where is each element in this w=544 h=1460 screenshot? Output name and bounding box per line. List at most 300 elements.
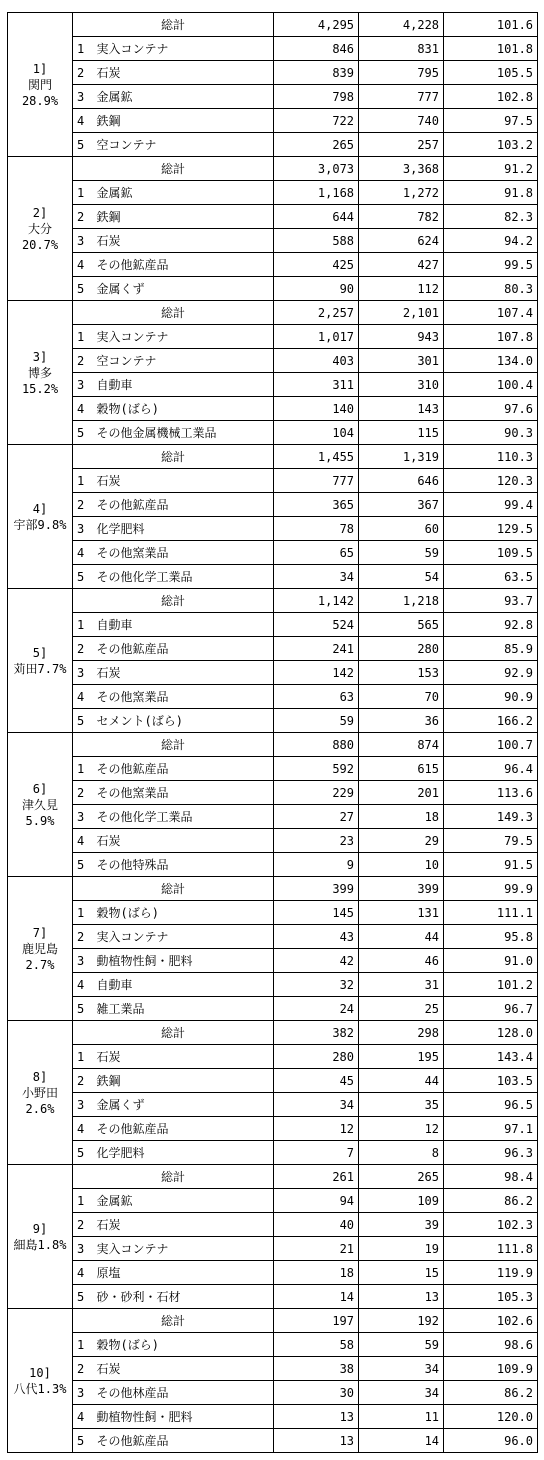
- item-ratio: 95.8: [444, 925, 538, 949]
- item-ratio: 103.2: [444, 133, 538, 157]
- port-label-label-line3: 2.7%: [25, 957, 55, 972]
- item-name: その他鉱産品: [93, 637, 274, 661]
- item-rank: 4: [73, 109, 93, 133]
- item-ratio: 91.8: [444, 181, 538, 205]
- item-name: 実入コンテナ: [93, 1237, 274, 1261]
- item-ratio: 90.3: [444, 421, 538, 445]
- item-ratio: 103.5: [444, 1069, 538, 1093]
- item-ratio: 111.1: [444, 901, 538, 925]
- total-value-1: 399: [274, 877, 359, 901]
- table-row: [8, 133, 538, 157]
- item-value-1: 42: [274, 949, 359, 973]
- port-label-label-line1: 8]: [32, 1069, 48, 1084]
- table-row: [8, 541, 538, 565]
- item-value-2: 777: [359, 85, 444, 109]
- item-rank: 3: [73, 1381, 93, 1405]
- table-row: [8, 325, 538, 349]
- item-value-2: 115: [359, 421, 444, 445]
- item-value-1: 777: [274, 469, 359, 493]
- item-value-1: 23: [274, 829, 359, 853]
- item-rank: 2: [73, 637, 93, 661]
- item-name: 化学肥料: [93, 1141, 274, 1165]
- item-ratio: 99.5: [444, 253, 538, 277]
- total-label: 総計: [73, 589, 274, 613]
- table-row: [8, 1045, 538, 1069]
- table-row: [8, 829, 538, 853]
- item-rank: 2: [73, 205, 93, 229]
- item-ratio: 111.8: [444, 1237, 538, 1261]
- item-name: 空コンテナ: [93, 349, 274, 373]
- port-total-row: [8, 589, 538, 613]
- port-label-cell: [8, 589, 73, 733]
- item-value-1: 798: [274, 85, 359, 109]
- item-value-1: 78: [274, 517, 359, 541]
- total-label: 総計: [73, 877, 274, 901]
- total-label: 総計: [73, 733, 274, 757]
- item-rank: 2: [73, 1069, 93, 1093]
- total-value-2: 874: [359, 733, 444, 757]
- item-value-1: 142: [274, 661, 359, 685]
- table-row: [8, 1189, 538, 1213]
- item-value-1: 588: [274, 229, 359, 253]
- item-value-1: 63: [274, 685, 359, 709]
- item-rank: 1: [73, 181, 93, 205]
- item-value-1: 280: [274, 1045, 359, 1069]
- item-value-1: 839: [274, 61, 359, 85]
- port-label-label-line1: 3]: [32, 349, 48, 364]
- port-label-label-line2: 細島1.8%: [13, 1237, 67, 1252]
- item-ratio: 63.5: [444, 565, 538, 589]
- item-value-1: 24: [274, 997, 359, 1021]
- item-name: 金属鉱: [93, 85, 274, 109]
- port-label-cell: [8, 733, 73, 877]
- table-row: [8, 229, 538, 253]
- table-row: [8, 1093, 538, 1117]
- item-ratio: 97.6: [444, 397, 538, 421]
- item-value-2: 70: [359, 685, 444, 709]
- item-rank: 3: [73, 517, 93, 541]
- item-ratio: 102.3: [444, 1213, 538, 1237]
- item-rank: 1: [73, 757, 93, 781]
- item-name: その他窯業品: [93, 541, 274, 565]
- item-name: 自動車: [93, 373, 274, 397]
- table-row: [8, 1285, 538, 1309]
- port-label-label-line2: 津久見: [21, 797, 58, 812]
- port-label-label-line3: 15.2%: [21, 381, 59, 396]
- port-total-row: [8, 445, 538, 469]
- item-value-2: 195: [359, 1045, 444, 1069]
- total-label: 総計: [73, 301, 274, 325]
- total-ratio: 99.9: [444, 877, 538, 901]
- item-value-2: 257: [359, 133, 444, 157]
- total-value-1: 197: [274, 1309, 359, 1333]
- item-value-2: 44: [359, 925, 444, 949]
- item-rank: 2: [73, 61, 93, 85]
- item-ratio: 96.4: [444, 757, 538, 781]
- item-rank: 5: [73, 1285, 93, 1309]
- item-rank: 5: [73, 709, 93, 733]
- item-ratio: 92.9: [444, 661, 538, 685]
- port-label-cell: [8, 1021, 73, 1165]
- item-name: その他金属機械工業品: [93, 421, 274, 445]
- port-label-cell: [8, 1165, 73, 1309]
- item-name: その他窯業品: [93, 685, 274, 709]
- total-ratio: 100.7: [444, 733, 538, 757]
- item-rank: 4: [73, 973, 93, 997]
- item-value-1: 13: [274, 1405, 359, 1429]
- item-value-2: 615: [359, 757, 444, 781]
- table-row: [8, 565, 538, 589]
- total-value-2: 2,101: [359, 301, 444, 325]
- total-ratio: 128.0: [444, 1021, 538, 1045]
- port-ranking-table: [7, 12, 538, 1453]
- total-value-2: 4,228: [359, 13, 444, 37]
- port-label-label-line1: 1]: [32, 61, 48, 76]
- table-row: [8, 1357, 538, 1381]
- item-name: その他林産品: [93, 1381, 274, 1405]
- item-value-2: 831: [359, 37, 444, 61]
- item-value-2: 143: [359, 397, 444, 421]
- port-label-label-line1: 9]: [32, 1221, 48, 1236]
- item-name: 砂・砂利・石材: [93, 1285, 274, 1309]
- total-value-1: 4,295: [274, 13, 359, 37]
- item-value-2: 34: [359, 1357, 444, 1381]
- item-value-1: 1,168: [274, 181, 359, 205]
- item-value-1: 43: [274, 925, 359, 949]
- item-name: 石炭: [93, 829, 274, 853]
- item-rank: 1: [73, 469, 93, 493]
- item-value-1: 524: [274, 613, 359, 637]
- item-value-2: 18: [359, 805, 444, 829]
- item-rank: 3: [73, 85, 93, 109]
- item-rank: 3: [73, 661, 93, 685]
- item-value-1: 34: [274, 1093, 359, 1117]
- item-value-2: 25: [359, 997, 444, 1021]
- item-rank: 4: [73, 829, 93, 853]
- total-ratio: 102.6: [444, 1309, 538, 1333]
- item-rank: 3: [73, 1093, 93, 1117]
- port-total-row: [8, 1021, 538, 1045]
- item-name: 鉄鋼: [93, 1069, 274, 1093]
- table-row: [8, 1213, 538, 1237]
- item-ratio: 120.3: [444, 469, 538, 493]
- item-value-1: 40: [274, 1213, 359, 1237]
- port-label-label-line1: 2]: [32, 205, 48, 220]
- item-value-1: 65: [274, 541, 359, 565]
- item-ratio: 109.9: [444, 1357, 538, 1381]
- item-value-1: 145: [274, 901, 359, 925]
- item-ratio: 96.7: [444, 997, 538, 1021]
- table-row: [8, 397, 538, 421]
- port-label-label-line2: 大分: [27, 221, 52, 236]
- port-label-cell: [8, 877, 73, 1021]
- port-total-row: [8, 301, 538, 325]
- item-value-2: 280: [359, 637, 444, 661]
- item-ratio: 105.5: [444, 61, 538, 85]
- item-value-2: 646: [359, 469, 444, 493]
- port-label-label-line2: 博多: [27, 365, 52, 380]
- item-value-1: 241: [274, 637, 359, 661]
- item-ratio: 102.8: [444, 85, 538, 109]
- item-rank: 2: [73, 493, 93, 517]
- item-rank: 5: [73, 565, 93, 589]
- total-value-1: 261: [274, 1165, 359, 1189]
- port-total-row: [8, 733, 538, 757]
- item-name: 石炭: [93, 1357, 274, 1381]
- port-label-label-line2: 小野田: [21, 1085, 58, 1100]
- item-value-2: 131: [359, 901, 444, 925]
- total-value-1: 1,455: [274, 445, 359, 469]
- item-rank: 5: [73, 1141, 93, 1165]
- item-name: 鉄鋼: [93, 205, 274, 229]
- item-name: 石炭: [93, 469, 274, 493]
- item-name: その他鉱産品: [93, 757, 274, 781]
- item-name: 金属くず: [93, 1093, 274, 1117]
- item-value-1: 1,017: [274, 325, 359, 349]
- item-rank: 2: [73, 349, 93, 373]
- port-label-cell: [8, 1309, 73, 1453]
- total-value-2: 265: [359, 1165, 444, 1189]
- total-value-2: 399: [359, 877, 444, 901]
- item-name: 金属鉱: [93, 1189, 274, 1213]
- item-rank: 5: [73, 277, 93, 301]
- port-total-row: [8, 1165, 538, 1189]
- item-ratio: 82.3: [444, 205, 538, 229]
- table-row: [8, 1237, 538, 1261]
- table-row: [8, 1381, 538, 1405]
- port-label-label-line2: 関門: [27, 77, 52, 92]
- table-row: [8, 61, 538, 85]
- table-row: [8, 781, 538, 805]
- total-value-2: 3,368: [359, 157, 444, 181]
- item-value-1: 58: [274, 1333, 359, 1357]
- item-name: 石炭: [93, 1045, 274, 1069]
- item-ratio: 90.9: [444, 685, 538, 709]
- port-total-row: [8, 877, 538, 901]
- item-name: 石炭: [93, 61, 274, 85]
- total-label: 総計: [73, 1165, 274, 1189]
- item-ratio: 94.2: [444, 229, 538, 253]
- item-rank: 4: [73, 1117, 93, 1141]
- item-ratio: 101.2: [444, 973, 538, 997]
- port-label-cell: [8, 445, 73, 589]
- item-value-2: 29: [359, 829, 444, 853]
- table-row: [8, 1141, 538, 1165]
- item-ratio: 105.3: [444, 1285, 538, 1309]
- item-value-1: 21: [274, 1237, 359, 1261]
- item-value-2: 59: [359, 1333, 444, 1357]
- item-rank: 3: [73, 949, 93, 973]
- item-rank: 1: [73, 1045, 93, 1069]
- item-ratio: 143.4: [444, 1045, 538, 1069]
- port-label-label-line1: 10]: [29, 1365, 51, 1380]
- port-total-row: [8, 13, 538, 37]
- item-ratio: 97.1: [444, 1117, 538, 1141]
- table-row: [8, 757, 538, 781]
- item-rank: 3: [73, 229, 93, 253]
- item-ratio: 107.8: [444, 325, 538, 349]
- total-value-1: 3,073: [274, 157, 359, 181]
- item-name: その他鉱産品: [93, 1429, 274, 1453]
- item-name: その他化学工業品: [93, 805, 274, 829]
- item-rank: 5: [73, 997, 93, 1021]
- table-row: [8, 925, 538, 949]
- table-row: [8, 853, 538, 877]
- total-ratio: 93.7: [444, 589, 538, 613]
- item-value-2: 310: [359, 373, 444, 397]
- table-row: [8, 1261, 538, 1285]
- total-value-1: 382: [274, 1021, 359, 1045]
- item-rank: 4: [73, 253, 93, 277]
- item-ratio: 99.4: [444, 493, 538, 517]
- item-value-1: 104: [274, 421, 359, 445]
- item-rank: 5: [73, 133, 93, 157]
- table-row: [8, 85, 538, 109]
- item-ratio: 109.5: [444, 541, 538, 565]
- table-row: [8, 493, 538, 517]
- table-row: [8, 709, 538, 733]
- item-value-2: 427: [359, 253, 444, 277]
- port-label-label-line1: 4]: [32, 501, 48, 516]
- item-rank: 5: [73, 1429, 93, 1453]
- item-rank: 1: [73, 613, 93, 637]
- item-name: 金属鉱: [93, 181, 274, 205]
- table-row: [8, 997, 538, 1021]
- total-value-1: 1,142: [274, 589, 359, 613]
- table-row: [8, 1333, 538, 1357]
- item-name: 石炭: [93, 661, 274, 685]
- item-value-2: 367: [359, 493, 444, 517]
- item-value-1: 425: [274, 253, 359, 277]
- item-name: 金属くず: [93, 277, 274, 301]
- item-value-1: 265: [274, 133, 359, 157]
- item-value-2: 13: [359, 1285, 444, 1309]
- item-ratio: 120.0: [444, 1405, 538, 1429]
- port-label-cell: [8, 13, 73, 157]
- total-label: 総計: [73, 13, 274, 37]
- item-name: 空コンテナ: [93, 133, 274, 157]
- item-ratio: 129.5: [444, 517, 538, 541]
- item-name: 化学肥料: [93, 517, 274, 541]
- item-name: 実入コンテナ: [93, 325, 274, 349]
- item-ratio: 91.5: [444, 853, 538, 877]
- item-ratio: 97.5: [444, 109, 538, 133]
- item-rank: 2: [73, 925, 93, 949]
- item-value-2: 1,272: [359, 181, 444, 205]
- table-row: [8, 637, 538, 661]
- item-ratio: 96.3: [444, 1141, 538, 1165]
- item-value-2: 36: [359, 709, 444, 733]
- item-rank: 4: [73, 685, 93, 709]
- table-row: [8, 973, 538, 997]
- item-ratio: 119.9: [444, 1261, 538, 1285]
- total-ratio: 107.4: [444, 301, 538, 325]
- item-rank: 1: [73, 901, 93, 925]
- item-ratio: 91.0: [444, 949, 538, 973]
- port-label-label-line3: 5.9%: [25, 813, 55, 828]
- total-ratio: 101.6: [444, 13, 538, 37]
- port-label-label-line2: 鹿児島: [21, 941, 58, 956]
- table-row: [8, 349, 538, 373]
- item-value-2: 34: [359, 1381, 444, 1405]
- item-rank: 4: [73, 397, 93, 421]
- item-ratio: 113.6: [444, 781, 538, 805]
- item-value-2: 12: [359, 1117, 444, 1141]
- item-value-1: 229: [274, 781, 359, 805]
- item-rank: 4: [73, 1261, 93, 1285]
- item-name: 石炭: [93, 229, 274, 253]
- item-value-1: 59: [274, 709, 359, 733]
- item-name: その他鉱産品: [93, 253, 274, 277]
- total-label: 総計: [73, 1021, 274, 1045]
- item-name: 自動車: [93, 973, 274, 997]
- total-ratio: 91.2: [444, 157, 538, 181]
- total-label: 総計: [73, 445, 274, 469]
- total-value-2: 1,218: [359, 589, 444, 613]
- port-label-label-line3: 2.6%: [25, 1101, 55, 1116]
- item-value-2: 19: [359, 1237, 444, 1261]
- port-label-label-line1: 5]: [32, 645, 48, 660]
- table-row: [8, 1117, 538, 1141]
- item-value-1: 90: [274, 277, 359, 301]
- item-value-1: 140: [274, 397, 359, 421]
- total-value-2: 298: [359, 1021, 444, 1045]
- item-value-1: 13: [274, 1429, 359, 1453]
- item-name: 穀物(ばら): [93, 397, 274, 421]
- item-value-1: 7: [274, 1141, 359, 1165]
- item-value-2: 943: [359, 325, 444, 349]
- item-rank: 3: [73, 805, 93, 829]
- port-total-row: [8, 157, 538, 181]
- table-row: [8, 517, 538, 541]
- table-row: [8, 205, 538, 229]
- item-value-2: 153: [359, 661, 444, 685]
- item-value-2: 109: [359, 1189, 444, 1213]
- item-ratio: 96.5: [444, 1093, 538, 1117]
- item-name: 鉄鋼: [93, 109, 274, 133]
- item-value-2: 14: [359, 1429, 444, 1453]
- item-ratio: 96.0: [444, 1429, 538, 1453]
- table-row: [8, 277, 538, 301]
- table-body: [8, 13, 538, 1453]
- item-name: その他鉱産品: [93, 493, 274, 517]
- total-label: 総計: [73, 157, 274, 181]
- item-name: セメント(ばら): [93, 709, 274, 733]
- item-value-2: 15: [359, 1261, 444, 1285]
- item-ratio: 85.9: [444, 637, 538, 661]
- port-label-cell: [8, 157, 73, 301]
- item-value-2: 11: [359, 1405, 444, 1429]
- item-value-1: 38: [274, 1357, 359, 1381]
- port-label-label-line2: 宇部9.8%: [13, 517, 67, 532]
- item-ratio: 86.2: [444, 1189, 538, 1213]
- item-value-2: 301: [359, 349, 444, 373]
- port-label-label-line1: 6]: [32, 781, 48, 796]
- table-row: [8, 901, 538, 925]
- item-value-1: 9: [274, 853, 359, 877]
- item-name: 実入コンテナ: [93, 37, 274, 61]
- item-value-2: 740: [359, 109, 444, 133]
- table-row: [8, 1069, 538, 1093]
- port-label-label-line3: 28.9%: [21, 93, 59, 108]
- table-row: [8, 613, 538, 637]
- item-name: 穀物(ばら): [93, 1333, 274, 1357]
- item-rank: 1: [73, 1189, 93, 1213]
- item-value-2: 201: [359, 781, 444, 805]
- item-name: その他窯業品: [93, 781, 274, 805]
- item-value-2: 10: [359, 853, 444, 877]
- item-rank: 1: [73, 325, 93, 349]
